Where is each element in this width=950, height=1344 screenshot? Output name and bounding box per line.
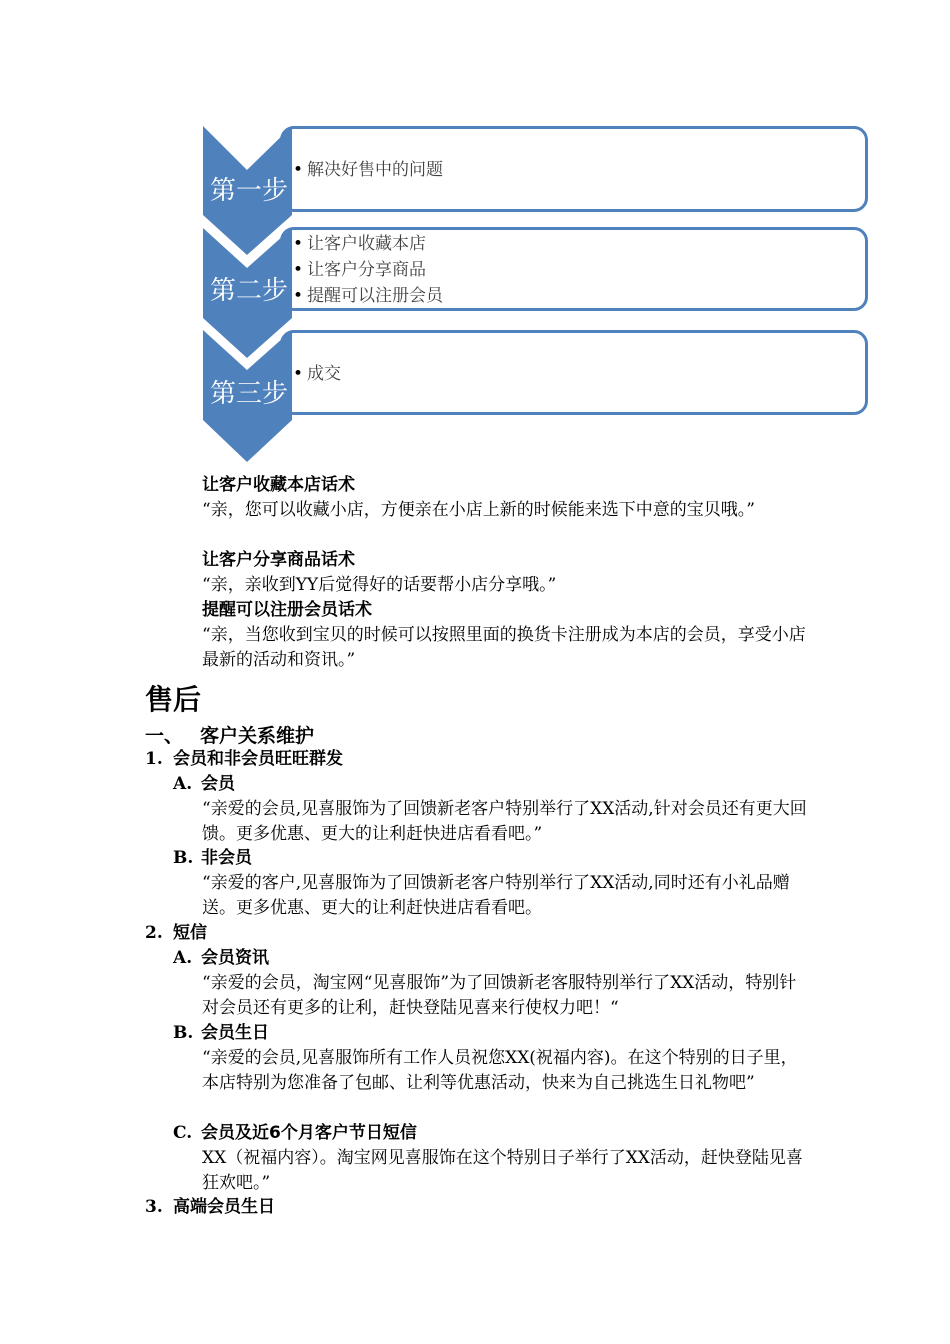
step-2-bullet-1: • 让客户收藏本店 — [283, 231, 865, 257]
step-1-bullet-1: • 解决好售中的问题 — [283, 157, 865, 183]
list-item-1-number: 1. — [145, 749, 163, 769]
step-1-label: 第一步 — [209, 176, 288, 206]
list-item-1a-text: “亲爱的会员,见喜服饰为了回馈新老客户特别举行了XX活动,针对会员还有更大回馈。更多优惠、更大的让利赶快进店看看吧。” — [202, 799, 807, 844]
step-chevrons — [0, 0, 950, 470]
list-item-1a — [173, 772, 235, 797]
list-item-1b-text: “亲爱的客户,见喜服饰为了回馈新老客户特别举行了XX活动,同时还有小礼品赠送。更多优惠、更大的让利赶快进店看看吧。 — [202, 873, 790, 918]
subsection-heading — [145, 721, 314, 748]
subsection-title: 客户关系维护 — [200, 725, 315, 747]
subsection-number: 一、 — [145, 725, 184, 747]
script-3-title: 提醒可以注册会员话术 — [202, 600, 372, 620]
list-item-2a — [173, 946, 269, 971]
step-2-bullet-3: • 提醒可以注册会员 — [283, 283, 865, 309]
list-item-2a-letter: A. — [173, 948, 193, 968]
script-2-title: 让客户分享商品话术 — [202, 550, 355, 570]
script-1-title: 让客户收藏本店话术 — [202, 475, 355, 495]
step-3-bullet-1: • 成交 — [283, 361, 865, 387]
list-item-3 — [145, 1195, 275, 1220]
list-item-2b-text: “亲爱的会员,见喜服饰所有工作人员祝您XX(祝福内容)。在这个特别的日子里，本店特别为您准备了包邮、让利等优惠活动，快来为自己挑选生日礼物吧” — [202, 1048, 798, 1093]
list-item-2a-title: 会员资讯 — [201, 948, 269, 968]
section-title: 售后 — [145, 683, 202, 716]
list-item-1-title: 会员和非会员旺旺群发 — [173, 749, 343, 769]
list-item-1b — [173, 846, 252, 871]
script-3-text: “亲，当您收到宝贝的时候可以按照里面的换货卡注册成为本店的会员，享受小店最新的活动和资讯。” — [202, 625, 806, 670]
list-item-2 — [145, 921, 207, 946]
list-item-2-number: 2. — [145, 923, 163, 943]
list-item-2c — [173, 1121, 417, 1146]
step-2-bullet-2: • 让客户分享商品 — [283, 257, 865, 283]
step-3-label: 第三步 — [209, 379, 288, 409]
process-diagram — [0, 0, 950, 470]
list-item-2a-text: “亲爱的会员，淘宝网“见喜服饰”为了回馈新老客服特别举行了XX活动，特别针对会员还有更多的让利，赶快登陆见喜来行使权力吧！“ — [202, 973, 797, 1018]
script-2-text: “亲，亲收到YY后觉得好的话要帮小店分享哦。” — [202, 575, 557, 595]
step-2-label: 第二步 — [209, 276, 288, 306]
list-item-2c-text: XX（祝福内容）。淘宝网见喜服饰在这个特别日子举行了XX活动，赶快登陆见喜狂欢吧。” — [202, 1148, 803, 1193]
list-item-2c-title: 会员及近6个月客户节日短信 — [201, 1123, 417, 1143]
list-item-1b-title: 非会员 — [201, 848, 252, 868]
list-item-2c-letter: C. — [173, 1123, 193, 1143]
list-item-1a-letter: A. — [173, 774, 193, 794]
list-item-2b-letter: B. — [173, 1023, 194, 1043]
list-item-3-title: 高端会员生日 — [173, 1197, 275, 1217]
list-item-3-number: 3. — [145, 1197, 163, 1217]
list-item-2-title: 短信 — [173, 923, 207, 943]
list-item-1 — [145, 747, 343, 772]
list-item-1b-letter: B. — [173, 848, 194, 868]
script-1-text: “亲，您可以收藏小店，方便亲在小店上新的时候能来选下中意的宝贝哦。” — [202, 500, 755, 520]
list-item-2b-title: 会员生日 — [201, 1023, 269, 1043]
list-item-1a-title: 会员 — [201, 774, 235, 794]
list-item-2b — [173, 1021, 269, 1046]
